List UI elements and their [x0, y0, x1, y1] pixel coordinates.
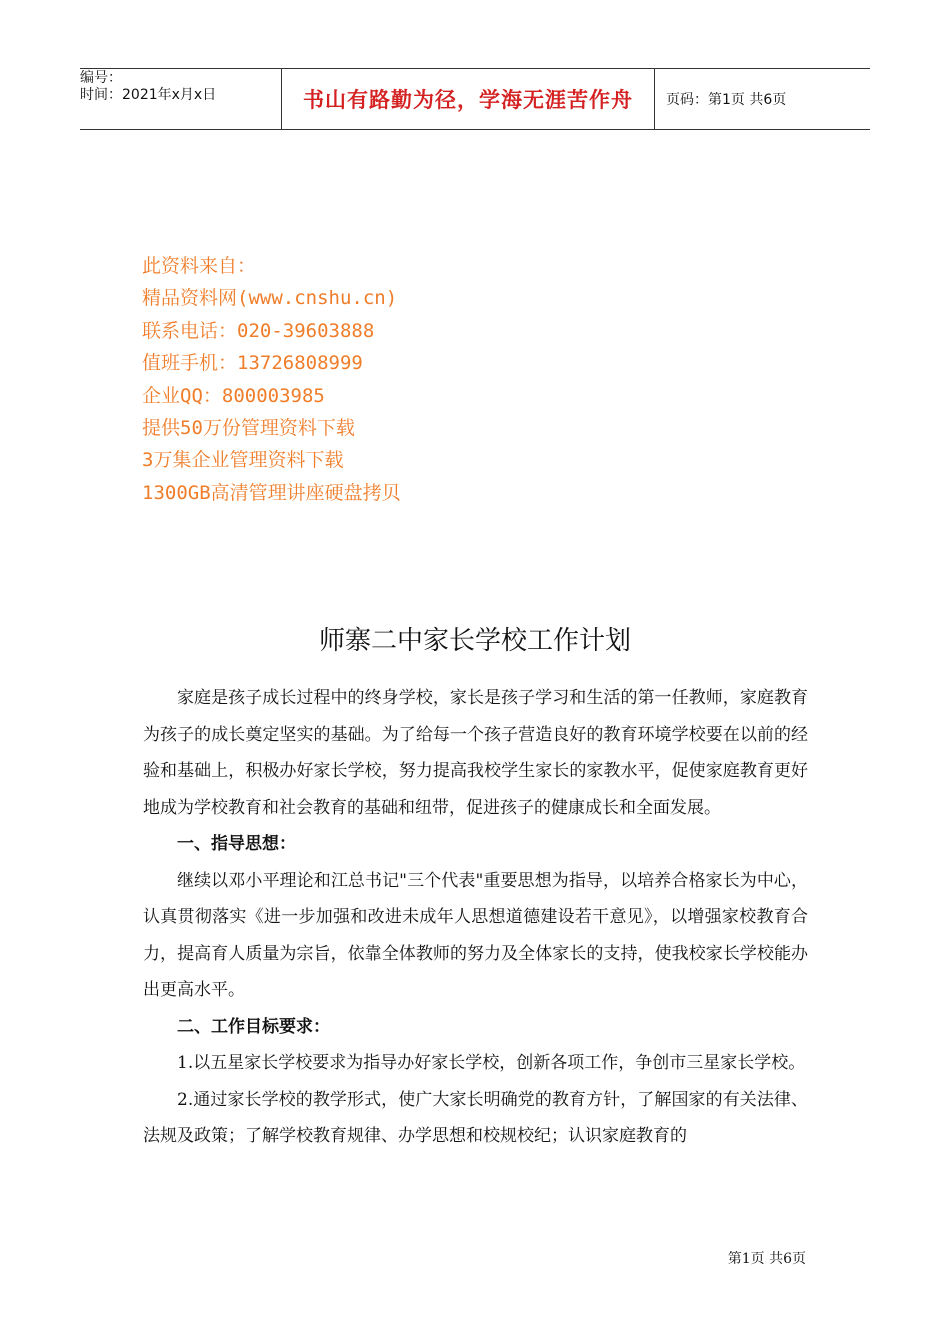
- paragraph: 继续以邓小平理论和江总书记"三个代表"重要思想为指导，以培养合格家长为中心，认真贯彻落实《进一步加强和改进未成年人思想道德建设若干意见》，以增强家校教育合力，提高育人质量为宗旨，依靠全体教师的努力及全体家长的支持，使我校家长学校能办出更高水平。: [143, 870, 808, 1000]
- promo-line: 3万集企业管理资料下载: [142, 449, 344, 472]
- header-page-label: 页码：第1页 共6页: [666, 92, 787, 108]
- paragraph: 家庭是孩子成长过程中的终身学校，家长是孩子学习和生活的第一任教师，家庭教育为孩子的成长奠定坚实的基础。为了给每一个孩子营造良好的教育环境学校要在以前的经验和基础上，积极办好家长学校，努力提高我校学生家长的家教水平，促使家庭教育更好地成为学校教育和社会教育的基础和纽带，促进孩子的健康成长和全面发展。: [143, 688, 808, 818]
- promo-block: [142, 250, 401, 509]
- promo-line: 企业QQ：800003985: [142, 384, 325, 407]
- section-heading: 一、指导思想：: [177, 834, 296, 854]
- promo-line: 联系电话：020-39603888: [142, 319, 375, 342]
- header-meta: [80, 69, 280, 130]
- promo-line: 1300GB高清管理讲座硬盘拷贝: [142, 481, 401, 504]
- number-label: 编号：: [80, 70, 122, 86]
- promo-line: 值班手机：13726808999: [142, 352, 363, 375]
- page-header: [80, 68, 870, 130]
- time-label: 时间：2021年x月x日: [80, 87, 217, 103]
- promo-line: 精品资料网(www.cnshu.cn): [142, 287, 398, 310]
- document-title: 师寨二中家长学校工作计划: [318, 626, 631, 656]
- section-heading: 二、工作目标要求：: [177, 1016, 330, 1037]
- document-body: [143, 680, 808, 1155]
- paragraph: 1.以五星家长学校要求为指导办好家长学校，创新各项工作，争创市三星家长学校。: [177, 1053, 806, 1073]
- page-footer: 第1页 共6页: [727, 1251, 806, 1267]
- paragraph: 2.通过家长学校的教学形式，使广大家长明确党的教育方针，了解国家的有关法律、法规及政策；了解学校教育规律、办学思想和校规校纪；认识家庭教育的: [143, 1089, 808, 1146]
- header-motto: 书山有路勤为径，学海无涯苦作舟: [281, 69, 655, 129]
- promo-line: 此资料来自：: [142, 255, 257, 277]
- promo-line: 提供50万份管理资料下载: [142, 417, 355, 440]
